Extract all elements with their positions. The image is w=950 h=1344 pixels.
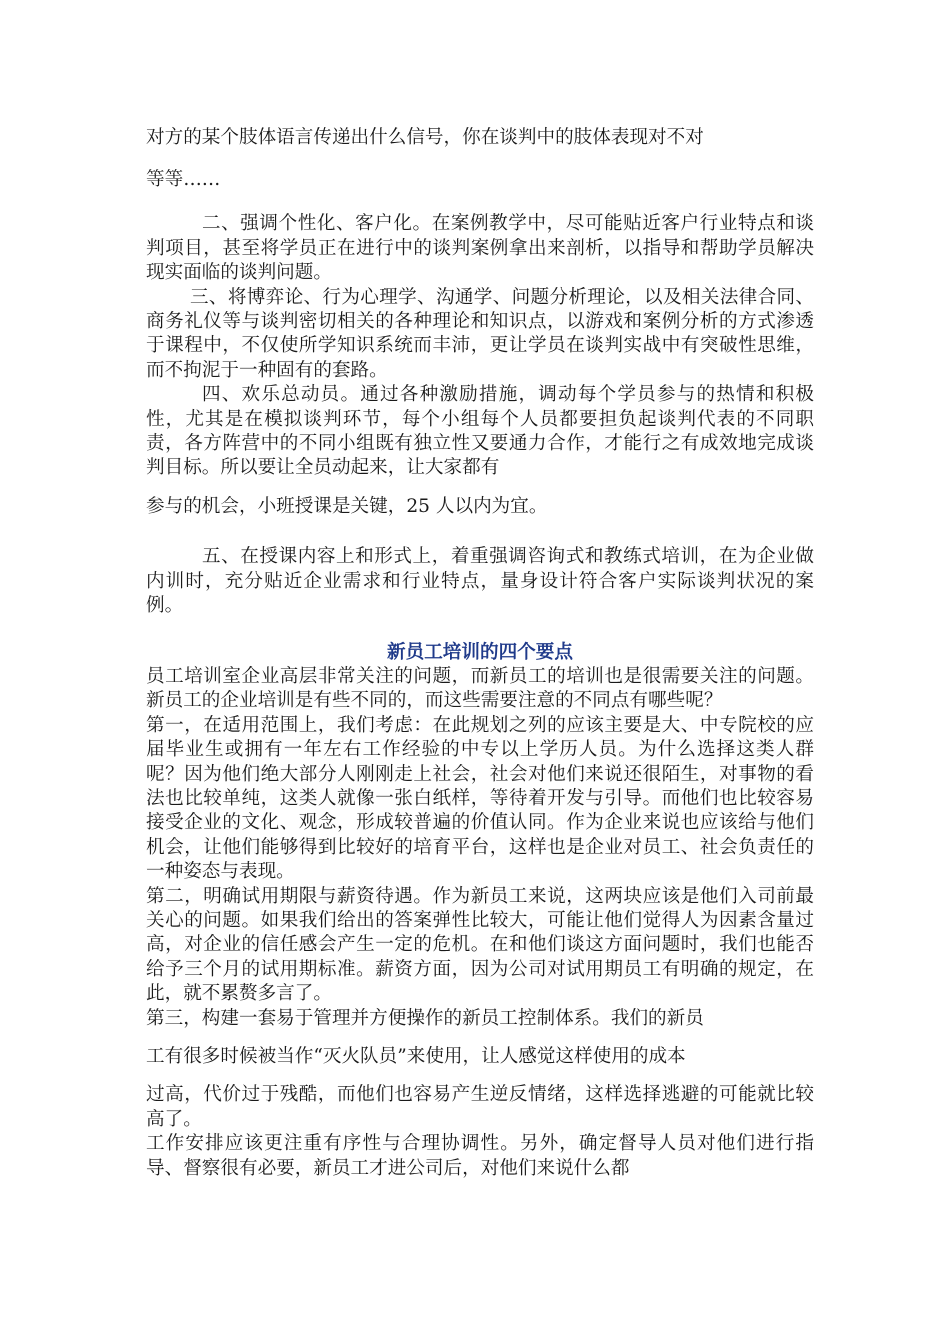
section-heading: 新员工培训的四个要点 — [387, 641, 573, 663]
paragraph-etc: 等等…… — [146, 169, 221, 190]
paragraph-third-line2: 工有很多时候被当作“灭火队员”来使用，让人感觉这样使用的成本 — [146, 1046, 686, 1067]
paragraph-first: 第一，在适用范围上，我们考虑：在此规划之列的应该主要是大、中专院校的应届毕业生或拥有一年左右工作经验的中专以上学历人员。为什么选择这类人群呢？因为他们绝大部分人刚刚走上社会，社会对他们来说还很陌生，对事物的看法也比较单纯，这类人就像一张白纸样，等待着开发与引导。而他们也比较容易接受企业的文化、观念，形成较普遍的价值认同。作为企业来说也应该给与他们机会，让他们能够得到比较好的培育平台，这样也是企业对员工、社会负责任的一种姿态与表现。 — [146, 714, 814, 883]
paragraph-third-line1: 第三，构建一套易于管理并方便操作的新员工控制体系。我们的新员 — [146, 1007, 704, 1029]
paragraph-point-four-cont: 参与的机会，小班授课是关键，25 人以内为宜。 — [146, 495, 548, 517]
paragraph-intro: 员工培训室企业高层非常关注的问题，而新员工的培训也是很需要关注的问题。新员工的企业培训是有些不同的，而这些需要注意的不同点有哪些呢？ — [146, 665, 814, 712]
paragraph-point-three: 三、将博弈论、行为心理学、沟通学、问题分析理论，以及相关法律合同、商务礼仪等与谈判密切相关的各种理论和知识点，以游戏和案例分析的方式渗透于课程中，不仅使所学知识系统而丰沛，更让学员在谈判实战中有突破性思维，而不拘泥于一种固有的套路。 — [146, 286, 814, 381]
paragraph-third-line3: 过高，代价过于残酷，而他们也容易产生逆反情绪，这样选择逃避的可能就比较高了。 — [146, 1084, 814, 1130]
paragraph-second: 第二，明确试用期限与薪资待遇。作为新员工来说，这两块应该是他们入司前最关心的问题。如果我们给出的答案弹性比较大，可能让他们觉得人为因素含量过高，对企业的信任感会产生一定的危机。在和他们谈这方面问题时，我们也能否给予三个月的试用期标准。薪资方面，因为公司对试用期员工有明确的规定，在此，就不累赘多言了。 — [146, 885, 814, 1005]
paragraph-point-four: 四、欢乐总动员。通过各种激励措施，调动每个学员参与的热情和积极性，尤其是在模拟谈判环节，每个小组每个人员都要担负起谈判代表的不同职责，各方阵营中的不同小组既有独立性又要通力合作，才能行之有成效地完成谈判目标。所以要让全员动起来，让大家都有 — [146, 384, 814, 479]
document-body — [146, 124, 814, 1181]
paragraph-point-five: 五、在授课内容上和形式上，着重强调咨询式和教练式培训，在为企业做内训时，充分贴近企业需求和行业特点，量身设计符合客户实际谈判状况的案例。 — [146, 546, 814, 617]
paragraph-body-language: 对方的某个肢体语言传递出什么信号，你在谈判中的肢体表现对不对 — [146, 127, 704, 148]
paragraph-work-arrangement: 工作安排应该更注重有序性与合理协调性。另外，确定督导人员对他们进行指导、督察很有必要，新员工才进公司后，对他们来说什么都 — [146, 1133, 814, 1179]
paragraph-point-two: 二、强调个性化、客户化。在案例教学中，尽可能贴近客户行业特点和谈判项目，甚至将学员正在进行中的谈判案例拿出来剖析，以指导和帮助学员解决现实面临的谈判问题。 — [146, 213, 814, 284]
